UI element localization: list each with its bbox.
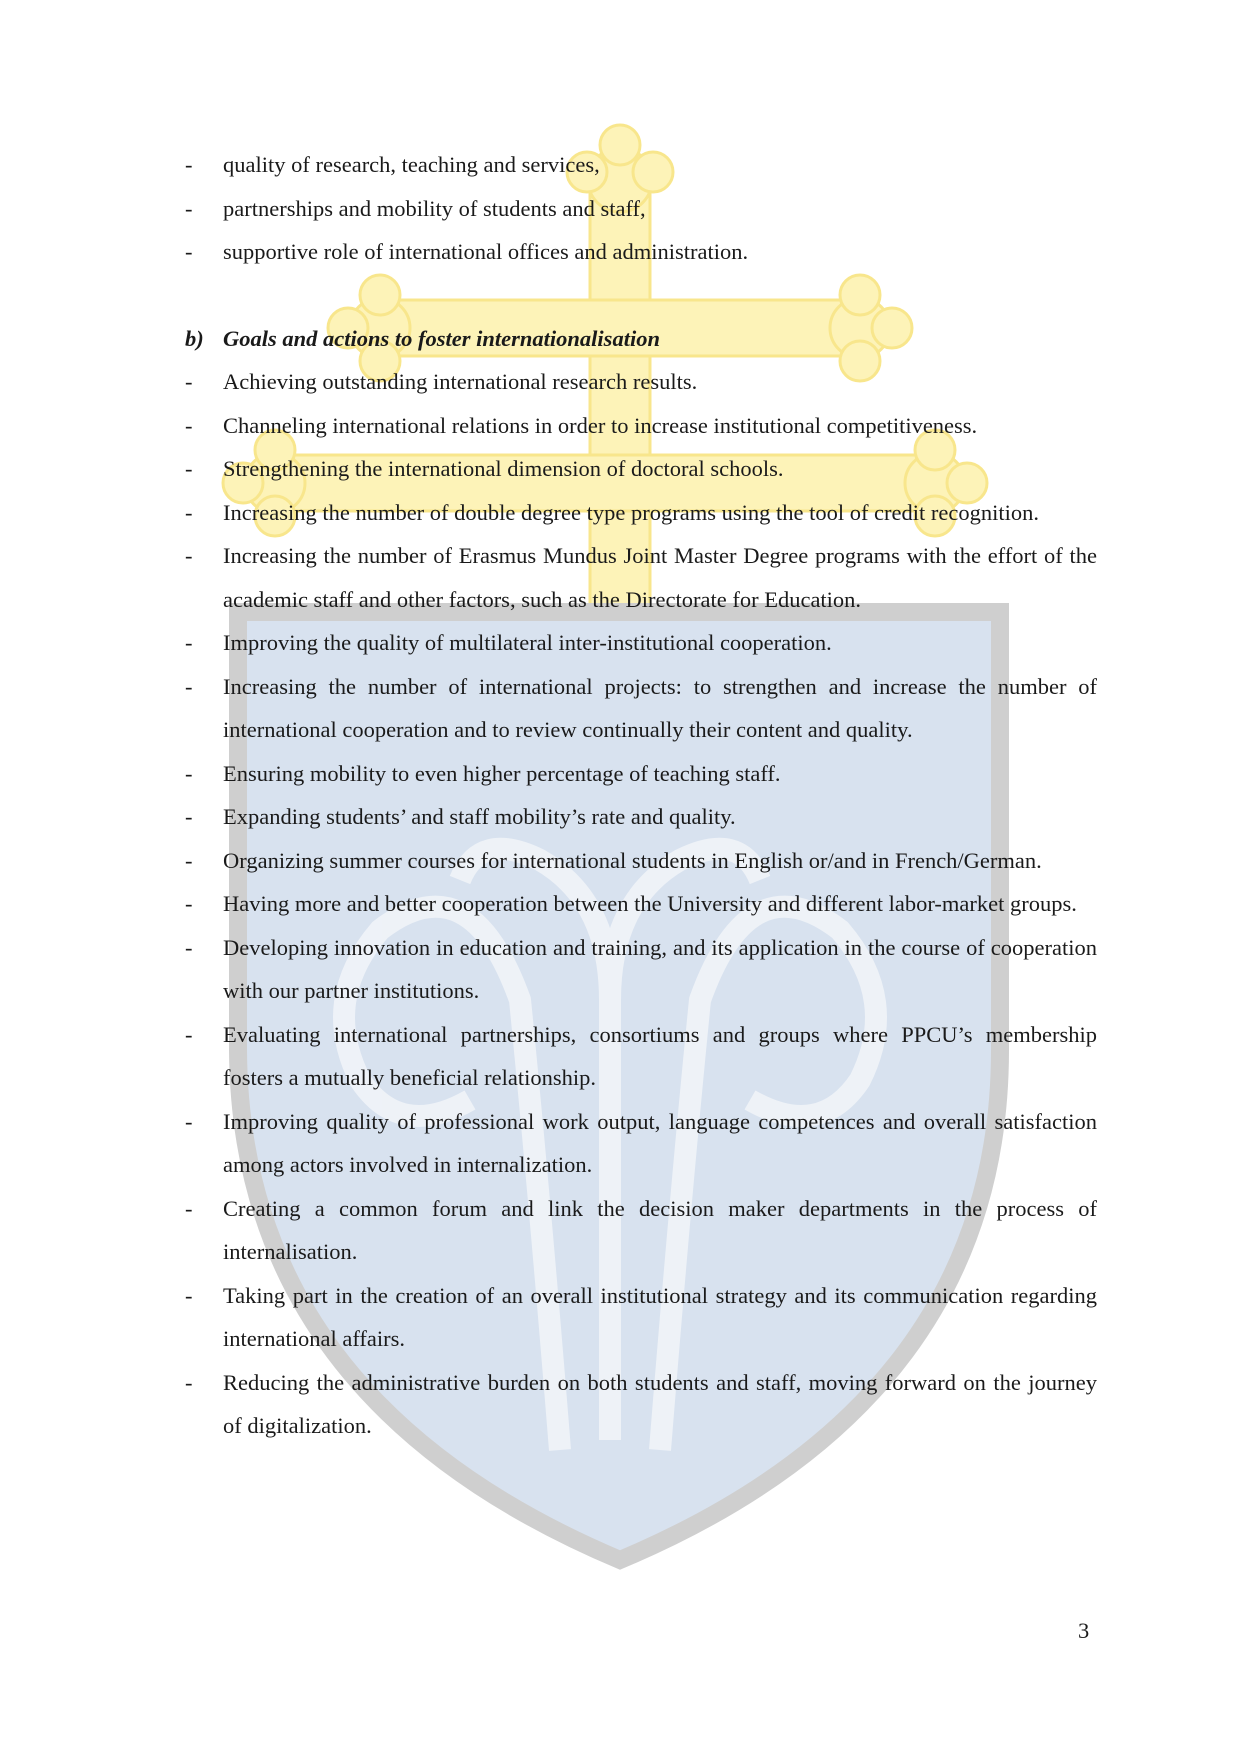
page-number: 3 [1078,1618,1090,1643]
list-item: - Increasing the number of Erasmus Mundus Joint Master Degree programs with the effort of the academic staff and other factors, such as the Directorate for Education. [185,534,1097,621]
list-item: - Having more and better cooperation between the University and different labor-market groups. [185,882,1097,926]
dash-marker: - [185,412,193,438]
list-item: - Reducing the administrative burden on both students and staff, moving forward on the journey of digitalization. [185,1361,1097,1448]
list-item: - Evaluating international partnerships, consortiums and groups where PPCU’s membership fosters a mutually beneficial relationship. [185,1013,1097,1100]
dash-marker: - [185,630,193,655]
dash-marker: - [185,1369,193,1395]
dash-marker: - [185,847,193,873]
list-item: - supportive role of international offices and administration. [185,230,1097,274]
list-item: - Expanding students’ and staff mobility’s rate and quality. [185,795,1097,839]
list-item: - Creating a common forum and link the decision maker departments in the process of internalisation. [185,1187,1097,1274]
list-item: - Developing innovation in education and training, and its application in the course of cooperation with our partner institutions. [185,926,1097,1013]
dash-marker: - [185,499,193,525]
dash-marker: - [185,891,193,916]
list-item: - Strengthening the international dimension of doctoral schools. [185,447,1097,491]
dash-marker: - [185,934,193,960]
dash-marker: - [185,456,193,481]
dash-marker: - [185,239,193,264]
dash-marker: - [185,1195,193,1221]
section-title: Goals and actions to foster internationalisation [223,325,660,351]
dash-marker: - [185,1282,193,1308]
document-body [185,143,1097,1448]
section-heading [185,317,1097,361]
dash-marker: - [185,195,193,221]
dash-marker: - [185,369,193,394]
dash-marker: - [185,1108,193,1134]
list-item: - Ensuring mobility to even higher percentage of teaching staff. [185,752,1097,796]
list-item: - Improving quality of professional work output, language competences and overall satisfaction among actors involved in internalization. [185,1100,1097,1187]
list-item: - Achieving outstanding international research results. [185,360,1097,404]
list-item: - Improving the quality of multilateral inter-institutional cooperation. [185,621,1097,665]
list-item: - partnerships and mobility of students and staff, [185,187,1097,231]
list-item: - Increasing the number of double degree type programs using the tool of credit recognition. [185,491,1097,535]
dash-marker: - [185,760,193,786]
list-item: - Increasing the number of international projects: to strengthen and increase the number of international cooperation and to review continually their content and quality. [185,665,1097,752]
list-item: - quality of research, teaching and services, [185,143,1097,187]
dash-marker: - [185,152,193,177]
dash-marker: - [185,804,193,829]
list-item: - Channeling international relations in order to increase institutional competitiveness. [185,404,1097,448]
section-marker: b) [185,325,204,351]
list-item: - Taking part in the creation of an overall institutional strategy and its communication regarding international affairs. [185,1274,1097,1361]
dash-marker: - [185,543,193,568]
dash-marker: - [185,1021,193,1047]
dash-marker: - [185,673,193,699]
list-item: - Organizing summer courses for international students in English or/and in French/German. [185,839,1097,883]
